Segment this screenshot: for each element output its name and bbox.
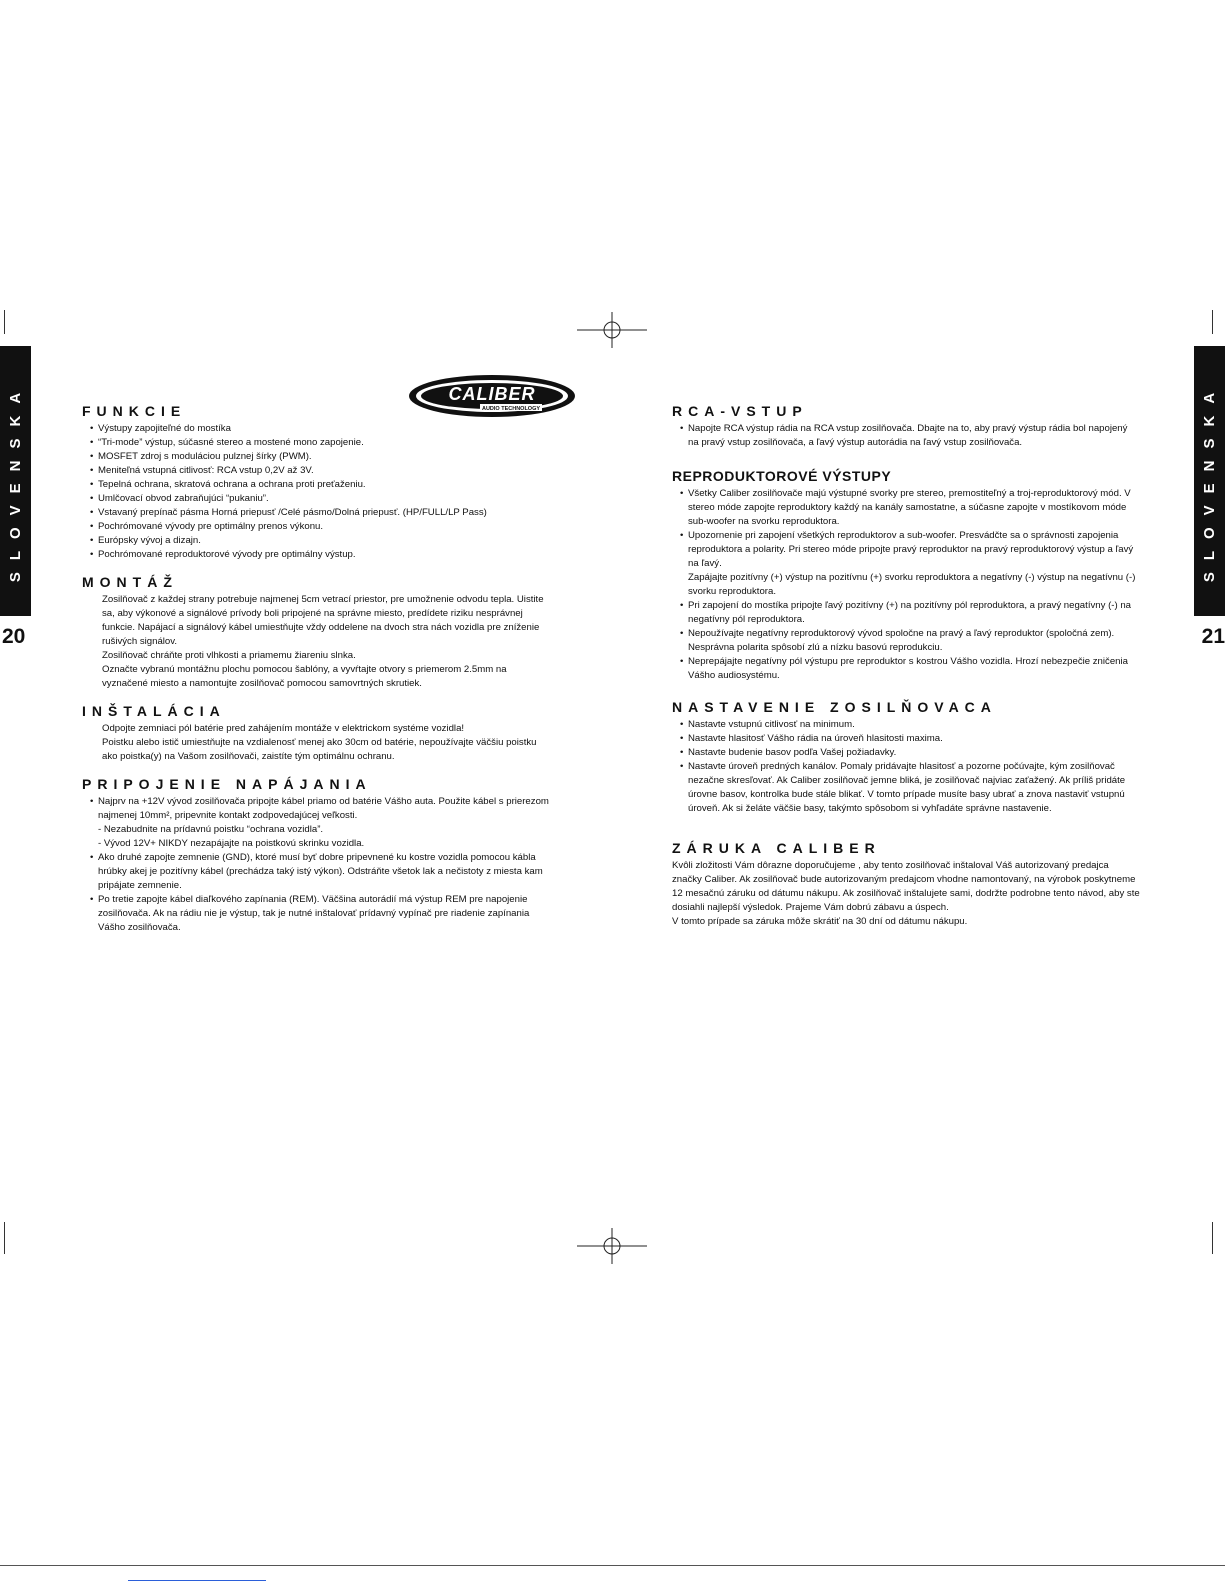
registration-mark-top xyxy=(577,312,647,352)
feature-list xyxy=(82,422,552,562)
list-item-text: • Pri zapojení do mostíka pripojte ľavý pozitívny (+) na pozitívny pól reproduktora, a pravý negatívny (-) na negatívny pól reproduktora. xyxy=(688,600,1131,625)
heading-nastavenie: NASTAVENIE ZOSILŇOVACA xyxy=(672,699,997,715)
section-rca xyxy=(672,403,1140,450)
list-item-text: • Ako druhé zapojte zemnenie (GND), ktoré musí byť dobre pripevnené ku kostre vozidla pomocou kábla hrúbky akej je pozitívny kábel (prechádza taký istý výkon). Odstráňte všetok lak a nečistoty z miesta kam pripájate zemnenie. xyxy=(98,852,543,891)
paragraph: Označte vybranú montážnu plochu pomocou šablóny, a vyvŕtajte otvory s priemerom 2.5mm na vyznačené miesto a namontujte zosilňovač pomocou samovrtných skrutiek. xyxy=(102,664,507,689)
left-page-content xyxy=(82,403,552,947)
list-item xyxy=(90,851,552,893)
page-number-right: 21 xyxy=(1201,625,1225,648)
section-pripojenie xyxy=(82,776,552,935)
right-page-content xyxy=(672,403,1140,941)
heading-reproduktor: REPRODUKTOROVÉ VÝSTUPY xyxy=(672,468,892,484)
list-item xyxy=(680,599,1140,627)
section-instalacia xyxy=(82,703,552,764)
list-item: • Pochrómované reproduktorové vývody pre optimálny výstup. xyxy=(90,548,552,562)
list-item xyxy=(680,529,1140,599)
list-item-note: - Nezabudnite na prídavnú poistku “ochrana vozidla”. xyxy=(98,824,324,835)
speaker-list xyxy=(672,487,1140,683)
side-tab-label: SLOVENSKA xyxy=(1201,380,1219,582)
side-tab-right xyxy=(1194,346,1225,616)
paragraph: V tomto prípade sa záruka môže skrátiť na 30 dní od dátumu nákupu. xyxy=(672,916,968,927)
heading-instalacia: INŠTALÁCIA xyxy=(82,703,226,719)
list-item: • Nastavte úroveň predných kanálov. Pomaly pridávajte hlasitosť a pozorne počúvajte, kým zosilňovač nezačne skresľovať. Ak Caliber zosilňovač jemne bliká, je zosilňovač najviac zaťažený. Ak príliš pridáte úrovne basov, kontrolka bude stále blikať. V tomto prípade musíte basy ubrať a znova nastaviť vstupnú úroveň. Ak si želáte väčšie basy, takýmto spôsobom si vyhľadáte správne nastavenie. xyxy=(680,760,1140,816)
list-item-text: • Nepoužívajte negatívny reproduktorový vývod spoločne na pravý a ľavý reproduktor (spoločná zem). Nesprávna polarita spôsobí zlú a nízku basovú reprodukciu. xyxy=(688,628,1115,653)
list-item: • Výstupy zapojiteľné do mostíka xyxy=(90,422,552,436)
registration-mark-bottom xyxy=(577,1228,647,1268)
paragraph: Odpojte zemniaci pól batérie pred zahájením montáže v elektrickom systéme vozidla! xyxy=(102,723,465,734)
list-item-text: • Neprepájajte negatívny pól výstupu pre reproduktor s kostrou Vášho vozidla. Hrozí nebezpečie zničenia Vášho audiosystému. xyxy=(688,656,1128,681)
list-item-text: • Najprv na +12V vývod zosilňovača pripojte kábel priamo od batérie Vášho auta. Použite kábel s prierezom najmenej 10mm², pripevnite kontakt zodpovedajúcej veľkosti. xyxy=(98,796,549,821)
crop-mark-right-bottom xyxy=(1212,1222,1213,1254)
rca-list xyxy=(672,422,1140,450)
list-item: • Nastavte vstupnú citlivosť na minimum. xyxy=(680,718,1140,732)
logo-brand: CALIBER xyxy=(448,384,536,404)
heading-funkcie: FUNKCIE xyxy=(82,403,187,419)
crop-mark-right-top xyxy=(1212,310,1213,334)
paragraph: Zosilňovač z každej strany potrebuje najmenej 5cm vetrací priestor, pre umožnenie odvodu tepla. Uistite sa, aby výkonové a signálové prívody boli pripojené na správne miesto, predídete riziku nesprávnej funkcie. Napájací a signálový kábel umiestňujte vždy oddelene na dvoch stra nách vozidla pre zníženie rušivých signálov. xyxy=(102,594,544,647)
list-item-text: Zapájajte pozitívny (+) výstup na pozitívnu (+) svorku reproduktora a negatívny (-) výstup na negatívnu (-) svorku reproduktora. xyxy=(688,572,1136,597)
heading-zaruka: ZÁRUKA CALIBER xyxy=(672,840,881,856)
crop-mark-left-bottom xyxy=(4,1222,5,1254)
section-funkcie xyxy=(82,403,552,562)
section-montaz xyxy=(82,574,552,691)
list-item xyxy=(680,627,1140,655)
list-item: • Nastavte budenie basov podľa Vašej požiadavky. xyxy=(680,746,1140,760)
list-item xyxy=(90,795,552,851)
list-item: • Európsky vývoj a dizajn. xyxy=(90,534,552,548)
list-item-text: • Upozornenie pri zapojení všetkých reproduktorov a sub-woofer. Presvádčte sa o správnosti zapojenia reproduktora a polarity. Pri stereo móde pripojte pravý reproduktor na pravý reproduktorový výstup a ľavý na ľavý. xyxy=(688,530,1134,569)
list-item: • Nastavte hlasitosť Vášho rádia na úroveň hlasitosti maxima. xyxy=(680,732,1140,746)
list-item-text: • Všetky Caliber zosilňovače majú výstupné svorky pre stereo, premostiteľný a troj-reproduktorový mód. V stereo móde zapojte reproduktory každý na kanály samostatne, a súčasne zapojte v mostíkovom móde sub-woofer na svorku reproduktora. xyxy=(688,488,1131,527)
paragraph: Poistku alebo istič umiestňujte na vzdialenosť menej ako 30cm od batérie, nepoužívajte väčšiu poistku ako poistka(y) na Vašom zosilňovači, zaistíte tým optimálnu ochranu. xyxy=(102,737,537,762)
list-item: • Napojte RCA výstup rádia na RCA vstup zosilňovača. Dbajte na to, aby pravý výstup rádia bol napojený na pravý vstup zosilňovača, a ľavý výstup autorádia na ľavý vstup zosilňovača. xyxy=(680,422,1140,450)
list-item xyxy=(680,655,1140,683)
list-item: • Vstavaný prepínač pásma Horná priepusť /Celé pásmo/Dolná priepusť. (HP/FULL/LP Pass) xyxy=(90,506,552,520)
paragraph: Zosilňovač chráňte proti vlhkosti a priamemu žiareniu slnka. xyxy=(102,650,356,661)
section-reproduktor xyxy=(672,468,1140,683)
list-item: • Umlčovací obvod zabraňujúci “pukaniu”. xyxy=(90,492,552,506)
settings-list xyxy=(672,718,1140,816)
side-tab-left xyxy=(0,346,31,616)
heading-pripojenie: PRIPOJENIE NAPÁJANIA xyxy=(82,776,372,792)
list-item-text: • Po tretie zapojte kábel diaľkového zapínania (REM). Väčšina autorádií má výstup REM pre napojenie zosilňovača. Ak na rádiu nie je výstup, tak je nutné inštalovať prídavný vypínač pre riadenie zapínania Vášho zosilňovača. xyxy=(98,894,530,933)
list-item: • Pochrómované vývody pre optimálny prenos výkonu. xyxy=(90,520,552,534)
list-item: • “Tri-mode” výstup, súčasné stereo a mostené mono zapojenie. xyxy=(90,436,552,450)
heading-rca: RCA-VSTUP xyxy=(672,403,808,419)
paragraph: Kvôli zložitosti Vám dôrazne doporučujeme , aby tento zosilňovač inštaloval Váš autorizovaný predajca značky Caliber. Ak zosilňovač bude autorizovaným predajcom vhodne namontovaný, na výrobok poskytneme 12 mesačnú záruku od dátumu nákupu. Ak zosilňovač inštalujete sami, dodržte podrobne tento návod, aby ste dosiahli najlepší výsledok. Prajeme Vám dobrú zábavu a úspech. xyxy=(672,860,1140,913)
page-number-left: 20 xyxy=(2,625,26,648)
logo-tagline: AUDIO TECHNOLOGY xyxy=(481,406,541,412)
crop-mark-left-top xyxy=(4,310,5,334)
list-item: • Meniteľná vstupná citlivosť: RCA vstup 0,2V až 3V. xyxy=(90,464,552,478)
list-item xyxy=(90,893,552,935)
power-steps-list xyxy=(82,795,552,935)
list-item xyxy=(680,487,1140,529)
list-item-note: - Vývod 12V+ NIKDY nezapájajte na poistkovú skrinku vozidla. xyxy=(98,838,365,849)
footer-link-underline xyxy=(128,1580,266,1581)
page-bottom-rule xyxy=(0,1565,1225,1566)
section-nastavenie xyxy=(672,699,1140,816)
list-item: • MOSFET zdroj s moduláciou pulznej šírky (PWM). xyxy=(90,450,552,464)
side-tab-label: SLOVENSKA xyxy=(7,380,25,582)
section-zaruka xyxy=(672,840,1140,929)
heading-montaz: MONTÁŽ xyxy=(82,574,178,590)
list-item: • Tepelná ochrana, skratová ochrana a ochrana proti preťaženiu. xyxy=(90,478,552,492)
